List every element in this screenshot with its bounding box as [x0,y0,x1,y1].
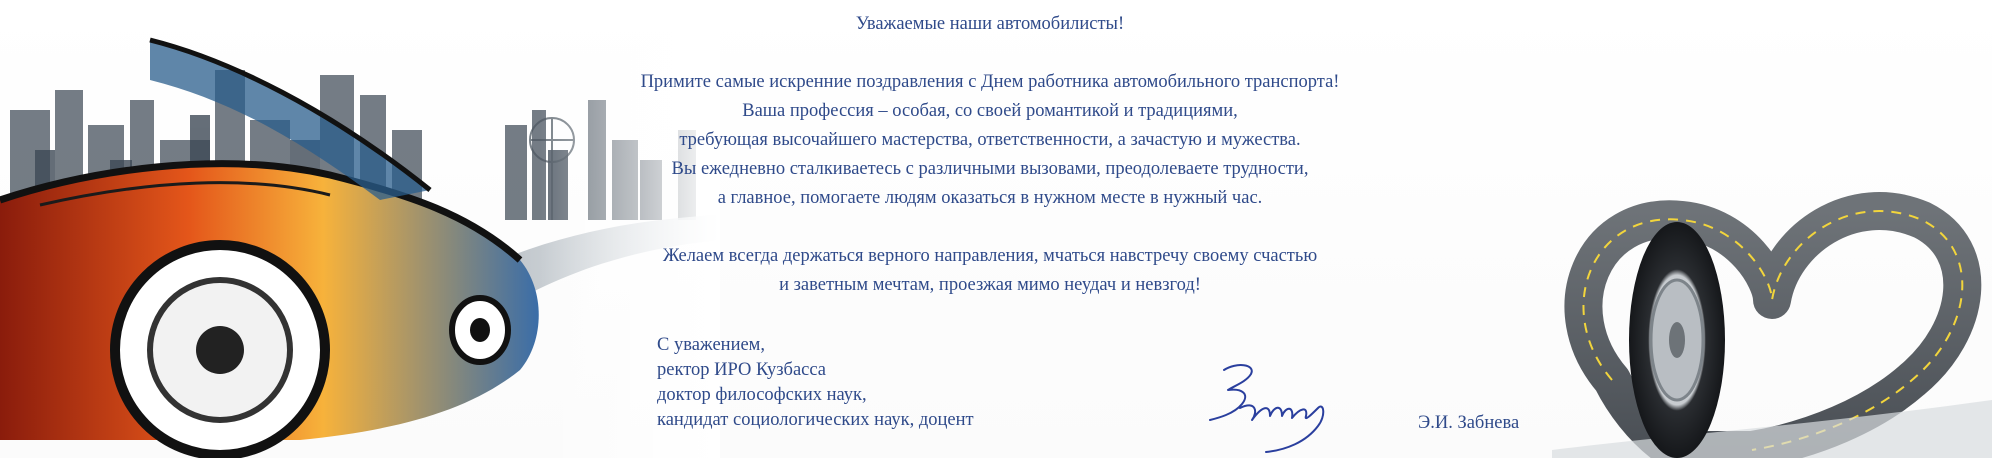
paragraph2-line: и заветным мечтам, проезжая мимо неудач и невзгод! [779,275,1201,295]
signer-degree: кандидат социологических наук, доцент [657,410,974,430]
signer-degree: доктор философских наук, [657,385,867,405]
greeting-text [640,10,1340,300]
closing-line: С уважением, [657,335,766,355]
paragraph1-line: Примите самые искренние поздравления с Днем работника автомобильного транспорта! [640,72,1340,92]
paragraph1-line: требующая высочайшего мастерства, ответственности, а зачастую и мужества. [679,130,1301,150]
signer-name: Э.И. Забнева [1418,413,1520,433]
sports-car-city-illustration [0,0,720,458]
handwritten-signature [1196,360,1346,455]
paragraph1-line: а главное, помогаете людям оказаться в нужном месте в нужный час. [717,188,1263,208]
tire-heart-road-illustration [1552,150,1992,458]
salutation: Уважаемые наши автомобилисты! [855,14,1125,34]
paragraph1-line: Ваша профессия – особая, со своей романтикой и традициями, [742,101,1238,121]
paragraph1-line: Вы ежедневно сталкиваетесь с различными вызовами, преодолеваете трудности, [671,159,1309,179]
signature-block [657,333,974,433]
paragraph2-line: Желаем всегда держаться верного направления, мчаться навстречу своему счастью [662,246,1318,266]
signer-title: ректор ИРО Кузбасса [657,360,827,380]
